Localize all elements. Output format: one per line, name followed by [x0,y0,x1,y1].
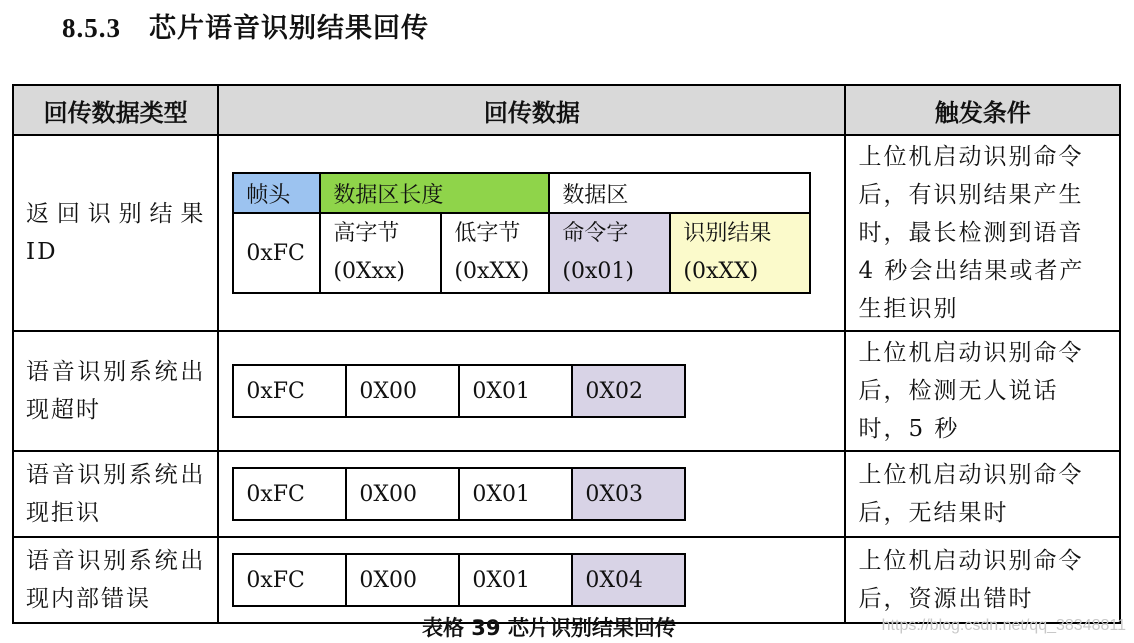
frame-byte: 0X01 [459,365,572,417]
section-title: 芯片语音识别结果回传 [149,13,429,44]
section-heading [62,6,429,45]
row4-data [218,537,845,623]
frame-byte: 0X04 [572,554,685,606]
table-caption: 表格 39 芯片识别结果回传 [422,616,676,640]
frame-byte: 0X00 [346,554,459,606]
table-row [13,135,1120,331]
length-label: 数据区长度 [320,173,549,213]
row2-data [218,331,845,451]
frame-byte: 0X01 [459,468,572,520]
table-header-row [13,85,1120,135]
header-condition: 触发条件 [845,85,1120,135]
high-byte-cell: 高字节 (0Xxx) [320,213,441,293]
row1-type: 返回识别结果ID [13,135,218,331]
command-cell: 命令字 (0x01) [549,213,670,293]
row2-condition: 上位机启动识别命令后，检测无人说话时，5 秒 [845,331,1120,451]
section-number: 8.5.3 [62,13,121,43]
watermark: https://blog.csdn.net/qq_38348811 [881,617,1126,634]
frame-byte: 0X00 [346,365,459,417]
frame-head-value: 0xFC [233,213,320,293]
result-cell: 识别结果 (0xXX) [670,213,810,293]
table-row [13,451,1120,537]
frame-byte: 0xFC [233,554,346,606]
frame-byte: 0xFC [233,468,346,520]
frame-byte: 0X03 [572,468,685,520]
row3-data [218,451,845,537]
table-row [13,537,1120,623]
result-table [12,84,1121,624]
frame-structure-table [232,172,811,294]
row2-type: 语音识别系统出现超时 [13,331,218,451]
timeout-frame-table [232,364,686,418]
row1-condition: 上位机启动识别命令后，有识别结果产生时，最长检测到语音 4 秒会出结果或者产生拒识别 [845,135,1120,331]
row1-data [218,135,845,331]
error-frame-table [232,553,686,607]
frame-header-label: 帧头 [233,173,320,213]
row3-type: 语音识别系统出现拒识 [13,451,218,537]
row4-condition: 上位机启动识别命令后，资源出错时 [845,537,1120,623]
header-type: 回传数据类型 [13,85,218,135]
low-byte-cell: 低字节 (0xXX) [441,213,549,293]
frame-byte: 0X00 [346,468,459,520]
row4-type: 语音识别系统出现内部错误 [13,537,218,623]
table-row [13,331,1120,451]
frame-byte: 0X02 [572,365,685,417]
frame-byte: 0xFC [233,365,346,417]
reject-frame-table [232,467,686,521]
header-data: 回传数据 [218,85,845,135]
row3-condition: 上位机启动识别命令后，无结果时 [845,451,1120,537]
frame-byte: 0X01 [459,554,572,606]
data-area-label: 数据区 [549,173,810,213]
